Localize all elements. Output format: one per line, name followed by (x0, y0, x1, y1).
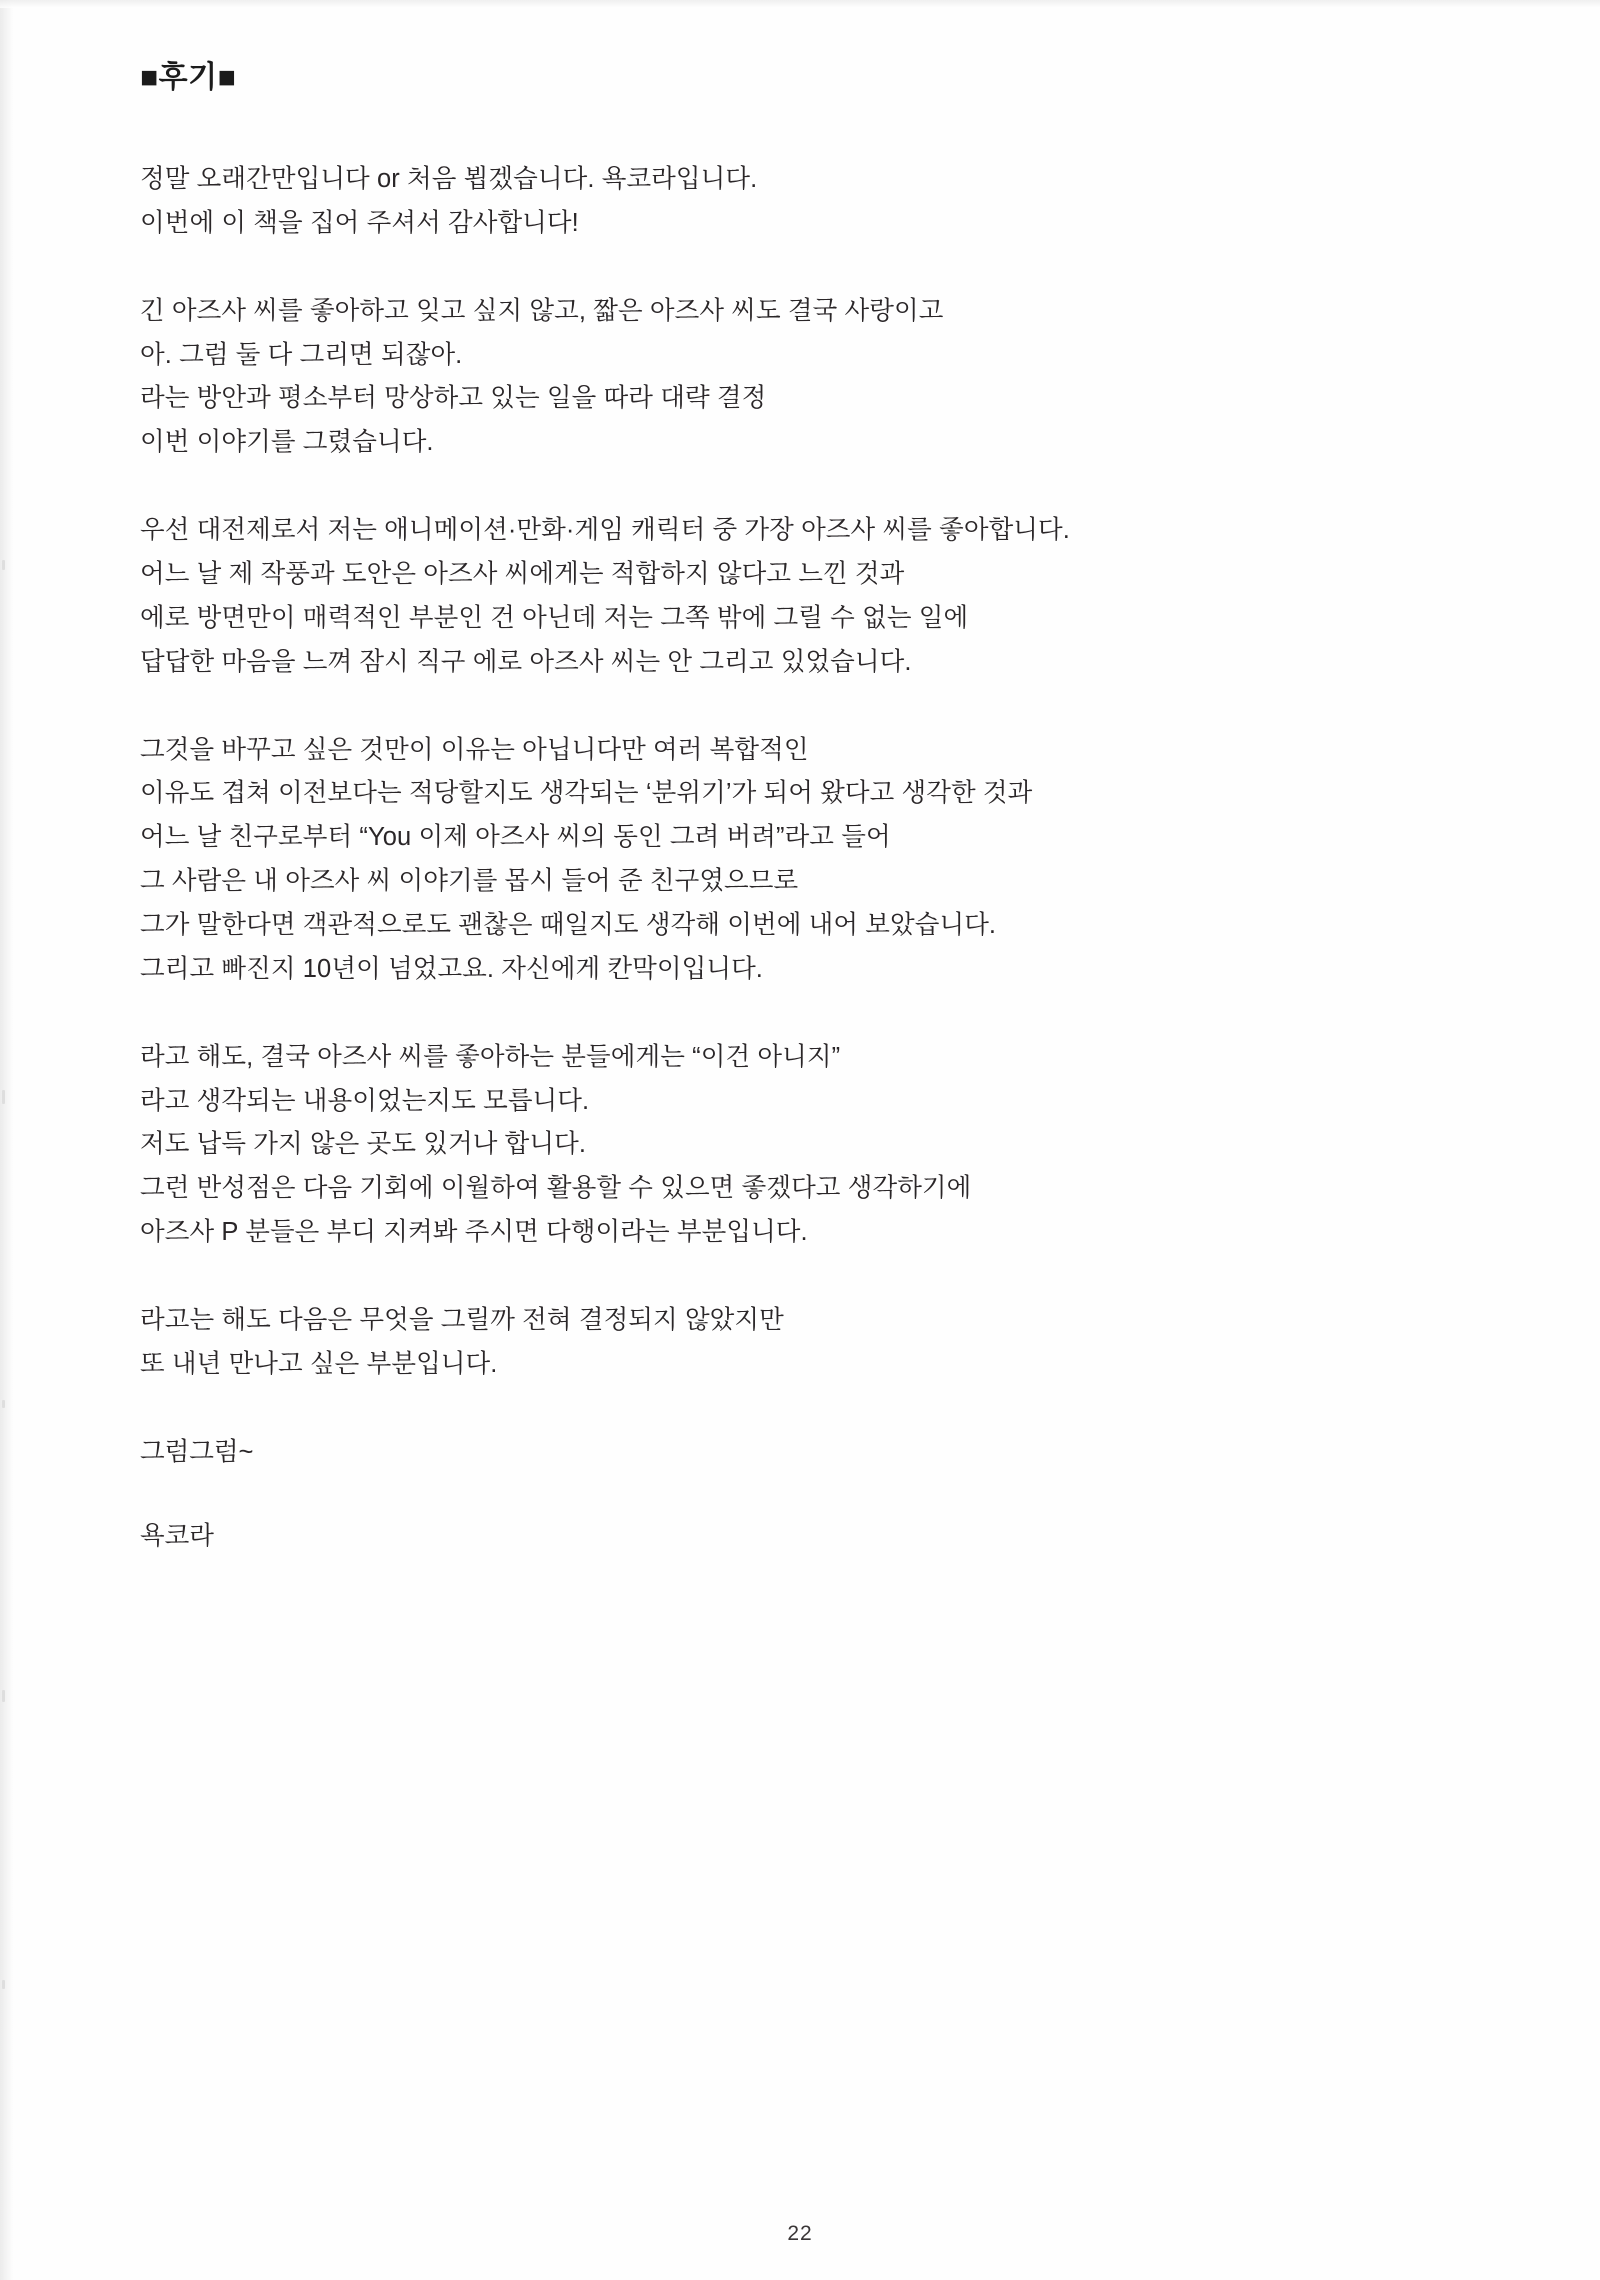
scan-speck (2, 1690, 5, 1702)
page-title: ■후기■ (140, 61, 237, 94)
page-top-edge-shadow (0, 0, 1600, 8)
scan-speck (2, 1400, 5, 1408)
paragraph-line: 아. 그럼 둘 다 그리면 되잖아. (140, 340, 463, 369)
paragraph-intro (140, 158, 1470, 246)
paragraph-line: 이번에 이 책을 집어 주셔서 감사합니다! (140, 208, 579, 237)
paragraph-line: 긴 아즈사 씨를 좋아하고 잊고 싶지 않고, 짧은 아즈사 씨도 결국 사랑이고 (140, 296, 944, 325)
scan-speck (2, 1980, 5, 1989)
paragraph-premise (140, 509, 1470, 684)
paragraph-line: 아즈사 P 분들은 부디 지켜봐 주시면 다행이라는 부분입니다. (140, 1218, 808, 1247)
paragraph-line: 그가 말한다면 객관적으로도 괜찮은 때일지도 생각해 이번에 내어 보았습니다. (140, 911, 997, 940)
paragraph-line: 그리고 빠진지 10년이 넘었고요. 자신에게 칸막이입니다. (140, 954, 763, 983)
paragraph-line: 우선 대전제로서 저는 애니메이션·만화·게임 캐릭터 중 가장 아즈사 씨를 좋아합니다. (140, 516, 1070, 545)
author-signature: 욕코라 (140, 1521, 214, 1550)
page-left-edge-shadow (0, 0, 14, 2280)
paragraph-line: 어느 날 친구로부터 “You 이제 아즈사 씨의 동인 그려 버려”라고 들어 (140, 823, 891, 852)
scan-speck (2, 1090, 5, 1104)
paragraph-next (140, 1299, 1470, 1387)
paragraph-line: 답답한 마음을 느껴 잠시 직구 에로 아즈사 씨는 안 그리고 있었습니다. (140, 647, 912, 676)
paragraph-line: 이유도 겹쳐 이전보다는 적당할지도 생각되는 ‘분위기’가 되어 왔다고 생각한 것과 (140, 779, 1033, 808)
paragraph-line: 어느 날 제 작풍과 도안은 아즈사 씨에게는 적합하지 않다고 느낀 것과 (140, 560, 905, 589)
paragraph-line: 라는 방안과 평소부터 망상하고 있는 일을 따라 대략 결정 (140, 384, 767, 413)
paragraph-line: 그것을 바꾸고 싶은 것만이 이유는 아닙니다만 여러 복합적인 (140, 735, 809, 764)
paragraph-concept (140, 290, 1470, 465)
page-number: 22 (787, 2222, 813, 2245)
scan-speck (2, 560, 5, 570)
afterword-body (140, 60, 1470, 1598)
paragraph-line: 라고 생각되는 내용이었는지도 모릅니다. (140, 1086, 590, 1115)
paragraph-line: 라고는 해도 다음은 무엇을 그릴까 전혀 결정되지 않았지만 (140, 1306, 784, 1335)
paragraph-line: 저도 납득 가지 않은 곳도 있거나 합니다. (140, 1130, 587, 1159)
paragraph-line: 에로 방면만이 매력적인 부분인 건 아닌데 저는 그쪽 밖에 그릴 수 없는 일에 (140, 603, 969, 632)
paragraph-line: 그런 반성점은 다음 기회에 이월하여 활용할 수 있으면 좋겠다고 생각하기에 (140, 1174, 972, 1203)
paragraph-reflection (140, 1036, 1470, 1255)
paragraph-line: 이번 이야기를 그렸습니다. (140, 428, 434, 457)
closing-remark: 그럼그럼~ (140, 1437, 254, 1466)
paragraph-line: 또 내년 만나고 싶은 부분입니다. (140, 1349, 498, 1378)
paragraph-line: 라고 해도, 결국 아즈사 씨를 좋아하는 분들에게는 “이건 아니지” (140, 1042, 841, 1071)
paragraph-line: 그 사람은 내 아즈사 씨 이야기를 몹시 들어 준 친구였으므로 (140, 867, 799, 896)
paragraph-reasons (140, 729, 1470, 992)
paragraph-line: 정말 오래간만입니다 or 처음 뵙겠습니다. 욕코라입니다. (140, 165, 758, 193)
